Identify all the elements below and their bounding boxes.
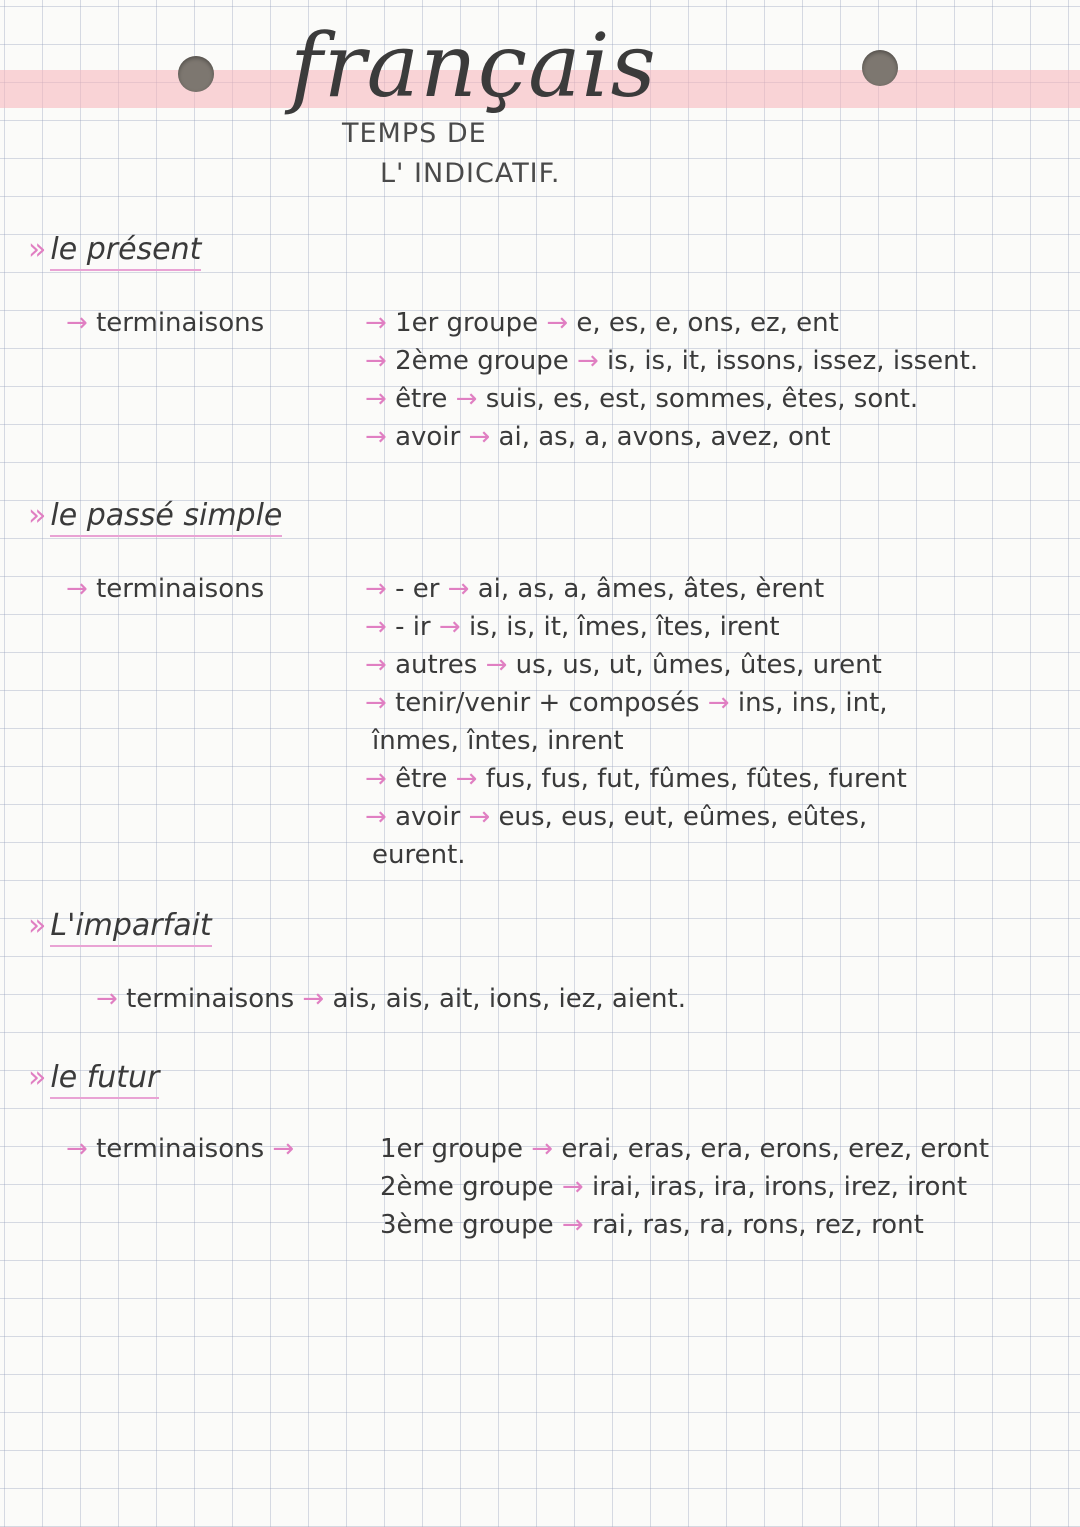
arrow-icon: → — [302, 984, 325, 1014]
arrow-icon: → — [365, 688, 387, 718]
arrow-icon: → — [96, 984, 118, 1014]
passe-simple-label: → terminaisons — [66, 574, 265, 604]
arrow-icon: → — [561, 1172, 584, 1202]
arrow-icon: → — [468, 422, 491, 452]
present-row-4: → avoir → ai, as, a, avons, avez, ont — [365, 422, 831, 452]
chevron-icon: » — [28, 232, 47, 267]
arrow-icon: → — [365, 612, 387, 642]
futur-row-1: 1er groupe → erai, eras, era, erons, erez, eront — [380, 1134, 990, 1164]
punch-hole-left — [178, 56, 214, 92]
passe-simple-row-1: → - er → ai, as, a, âmes, âtes, èrent — [365, 574, 825, 604]
passe-simple-row-6: → être → fus, fus, fut, fûmes, fûtes, furent — [365, 764, 907, 794]
futur-row-3: 3ème groupe → rai, ras, ra, rons, rez, ront — [380, 1210, 924, 1240]
arrow-icon: → — [365, 346, 387, 376]
present-label: → terminaisons — [66, 308, 265, 338]
arrow-icon: → — [365, 574, 387, 604]
arrow-icon: → — [365, 802, 387, 832]
subtitle-line-2: L' INDICATIF. — [380, 158, 561, 189]
passe-simple-row-2: → - ir → is, is, it, îmes, îtes, irent — [365, 612, 780, 642]
arrow-icon: → — [365, 422, 387, 452]
arrow-icon: → — [365, 650, 387, 680]
heading-futur: » le futur — [28, 1060, 159, 1095]
arrow-icon: → — [272, 1134, 295, 1164]
arrow-icon: → — [66, 574, 88, 604]
arrow-icon: → — [707, 688, 730, 718]
arrow-icon: → — [468, 802, 491, 832]
arrow-icon: → — [66, 1134, 88, 1164]
passe-simple-row-5: înmes, întes, inrent — [372, 726, 624, 756]
passe-simple-row-4: → tenir/venir + composés → ins, ins, int, — [365, 688, 888, 718]
arrow-icon: → — [561, 1210, 584, 1240]
arrow-icon: → — [455, 764, 478, 794]
heading-passe-simple: » le passé simple — [28, 498, 282, 533]
arrow-icon: → — [531, 1134, 554, 1164]
futur-label: → terminaisons → — [66, 1134, 295, 1164]
passe-simple-row-8: eurent. — [372, 840, 466, 870]
heading-imparfait: » L'imparfait — [28, 908, 212, 943]
chevron-icon: » — [28, 908, 47, 943]
arrow-icon: → — [365, 764, 387, 794]
imparfait-row: → terminaisons → ais, ais, ait, ions, iez, aient. — [96, 984, 686, 1014]
punch-hole-right — [862, 50, 898, 86]
arrow-icon: → — [576, 346, 599, 376]
present-row-1: → 1er groupe → e, es, e, ons, ez, ent — [365, 308, 839, 338]
arrow-icon: → — [455, 384, 478, 414]
chevron-icon: » — [28, 498, 47, 533]
chevron-icon: » — [28, 1060, 47, 1095]
heading-present: » le présent — [28, 232, 201, 267]
arrow-icon: → — [546, 308, 569, 338]
arrow-icon: → — [365, 308, 387, 338]
arrow-icon: → — [438, 612, 461, 642]
arrow-icon: → — [485, 650, 508, 680]
present-row-2: → 2ème groupe → is, is, it, issons, issez, issent. — [365, 346, 979, 376]
passe-simple-row-7: → avoir → eus, eus, eut, eûmes, eûtes, — [365, 802, 868, 832]
futur-row-2: 2ème groupe → irai, iras, ira, irons, irez, iront — [380, 1172, 968, 1202]
page-title: français — [290, 14, 657, 117]
passe-simple-row-3: → autres → us, us, ut, ûmes, ûtes, urent — [365, 650, 882, 680]
arrow-icon: → — [447, 574, 470, 604]
arrow-icon: → — [66, 308, 88, 338]
subtitle-line-1: TEMPS DE — [342, 118, 487, 149]
present-row-3: → être → suis, es, est, sommes, êtes, sont. — [365, 384, 919, 414]
arrow-icon: → — [365, 384, 387, 414]
